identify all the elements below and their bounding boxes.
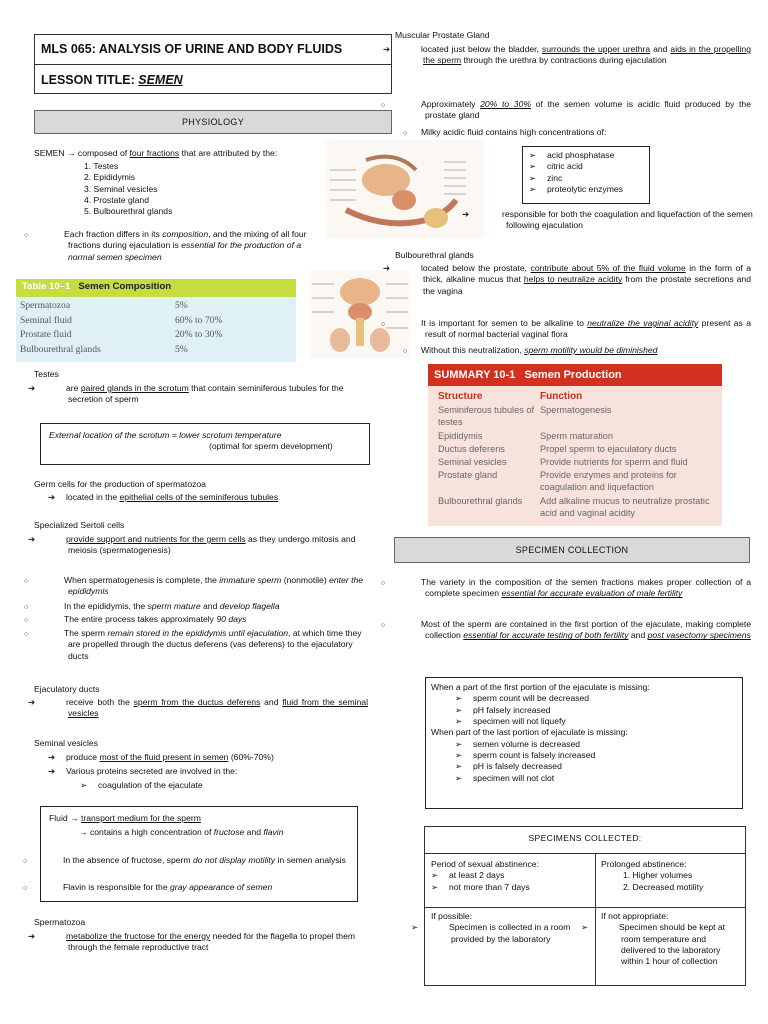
lesson-title: LESSON TITLE: SEMEN (34, 64, 392, 94)
mpg-desc: ➔ located just below the bladder, surrounds the upper urethra and aids in the propelling the sperm through the urethra by contractions during ejaculation (383, 44, 751, 66)
sv-desc: ➢ coagulation of the ejaculate (80, 780, 203, 790)
list-item: ➢ sperm count will be decreased (455, 693, 590, 704)
mpg-percent: ○ Approximately 20% to 30% of the semen volume is acidic fluid produced by the prostate gland (381, 99, 751, 121)
fractions-list (84, 161, 304, 218)
list-item: Prostate gland (438, 470, 498, 480)
collection-bullet: ○ The variety in the composition of the semen fractions makes proper collection of a complete specimen essential for accurate evaluation of male fertility (381, 577, 751, 599)
sperm-bullet: ○ The entire process takes approximately 90 days (24, 614, 247, 624)
anatomy-frontal-image (310, 270, 410, 358)
mpg-milky: ○ Milky acidic fluid contains high concentrations of: (403, 127, 607, 137)
specimens-heading: SPECIMENS COLLECTED: (528, 833, 642, 843)
fraction-item: 2. Epididymis (84, 172, 136, 183)
specimens-collected-table (411, 826, 746, 986)
physiology-banner: PHYSIOLOGY (34, 110, 392, 134)
fluid-box: Fluid → transport medium for the sperm → contains a high concentration of fructose and flavin ○ In the absence of fructose, sperm do not display motility in semen analysis ○ Flavin is responsible for the gray appearance of semen (40, 806, 358, 902)
summary-table (428, 364, 722, 526)
sperm-bullet: ○ The sperm remain stored in the epididymis until ejaculation, at which time they are propelled through the ductus deferens (vas deferens) to the ejaculatory ducts (24, 628, 362, 661)
possible-cell: If possible: ➢ Specimen is collected in a room provided by the laboratory (411, 911, 571, 944)
spz-heading: Spermatozoa (34, 917, 86, 927)
summary-structures (438, 405, 534, 522)
bu-heading: Bulbourethral glands (395, 250, 474, 260)
notapp-cell: If not appropriate: ➢ Specimen should be kept at room temperature and delivered to the laboratory within 1 hour of collection (581, 911, 726, 967)
anatomy-sagittal-image (326, 140, 484, 238)
list-item: 1. Higher volumes (623, 870, 693, 881)
list-item: ➢ pH falsely increased (455, 704, 551, 715)
prolonged-cell: Prolonged abstinence: 1. Higher volumes 2. Decreased motility (601, 859, 741, 893)
testes-heading: Testes (34, 369, 59, 379)
period-cell: Period of sexual abstinence: ➢ at least 2 days ➢ not more than 7 days (431, 859, 591, 893)
semen-intro: SEMEN → composed of four fractions that are attributed by the: (34, 148, 278, 158)
summary-col-structure: Structure (438, 391, 483, 402)
list-item: ➢ specimen will not clot (455, 772, 555, 783)
list-item: Seminal vesicles (438, 457, 507, 467)
spz-desc: ➔ metabolize the fructose for the energy needed for the flagella to propel them through the female reproductive tract (28, 931, 356, 953)
list-item: ➢ pH is falsely decreased (455, 761, 562, 772)
collection-bullet: ○ Most of the sperm are contained in the first portion of the ejaculate, making complete collection essential for accurate testing of both fertility and post vasectomy specimens (381, 619, 751, 641)
list-item: Add alkaline mucus to neutralize prostatic acid and vaginal acidity (540, 496, 710, 518)
list-item: Propel sperm to ejaculatory ducts (540, 444, 677, 454)
list-item: ➢ zinc (529, 172, 563, 183)
sertoli-heading: Specialized Sertoli cells (34, 520, 125, 530)
testes-desc: ➔ are paired glands in the scrotum that contain seminiferous tubules for the secretion of sperm (28, 383, 344, 405)
list-item: Seminiferous tubules of testes (438, 405, 535, 427)
list-item: Spermatogenesis (540, 405, 612, 415)
fraction-note: ○ Each fraction differs in its composition, and the mixing of all four fractions during ejaculation is essential for the production of a normal semen specimen (24, 229, 307, 262)
list-item: 2. Decreased motility (623, 881, 704, 892)
missing-portion-box: When a part of the first portion of the ejaculate is missing: ➢ sperm count will be decreased ➢ pH falsely increased ➢ specimen will not liquefy When part of the last portion of ejaculate is missing: ➢ semen volume is decreased ➢ sperm count is falsely increased ➢ pH is falsely decreased ➢ specimen will not clot (425, 677, 743, 809)
list-item: ➢ specimen will not liquefy (455, 716, 566, 727)
list-item: Provide nutrients for sperm and fluid (540, 457, 688, 467)
table-caption: Table 10–1 Semen Composition (16, 279, 296, 297)
list-item: Sperm maturation (540, 431, 614, 441)
list-item: ➢ not more than 7 days (431, 881, 530, 892)
sv-desc: ➔ produce most of the fluid present in semen (60%-70%) (48, 752, 274, 762)
germ-desc: ➔ located in the epithelial cells of the seminiferous tubules (48, 492, 279, 502)
summary-functions (540, 405, 718, 522)
fraction-item: 3. Seminal vesicles (84, 183, 158, 194)
table-row: Seminal fluid 60% to 70% (20, 314, 223, 326)
bu-alkaline: ○ It is important for semen to be alkaline to neutralize the vaginal acidity present as a result of normal bacterial vaginal flora (381, 318, 752, 340)
list-item: Provide enzymes and proteins for coagulation and liquefaction (540, 470, 677, 492)
list-item: Epididymis (438, 431, 483, 441)
lesson-name: SEMEN (138, 73, 183, 87)
fraction-item: 4. Prostate gland (84, 195, 149, 206)
sperm-bullet: ○ When spermatogenesis is complete, the immature sperm (nonmotile) enter the epididymis (24, 575, 364, 597)
scrotum-box: External location of the scrotum = lower scrotum temperature (optimal for sperm development) (40, 423, 370, 465)
list-item: ➢ acid phosphatase (529, 150, 615, 160)
prostate-contents-box (522, 146, 650, 204)
summary-header: SUMMARY 10-1 Semen Production (428, 364, 722, 386)
fraction-item: 5. Bulbourethral glands (84, 206, 173, 217)
list-item: Bulbourethral glands (438, 496, 523, 506)
sv-desc: ➔ Various proteins secreted are involved in the: (48, 766, 238, 776)
bu-desc: ➔ located below the prostate, contribute about 5% of the fluid volume in the form of a thick, alkaline mucus that helps to neutralize acidity from the prostate secretions and the vagina (383, 263, 751, 296)
mpg-heading: Muscular Prostate Gland (395, 30, 490, 40)
table-row: Prostate fluid 20% to 30% (20, 329, 223, 341)
table-row: Spermatozoa 5% (20, 300, 188, 311)
list-item: Ductus deferens (438, 444, 505, 454)
table-row: Bulbourethral glands 5% (20, 343, 188, 355)
list-item: ➢ semen volume is decreased (455, 738, 580, 749)
ejac-heading: Ejaculatory ducts (34, 684, 100, 694)
mpg-responsible: ➔ responsible for both the coagulation and liquefaction of the semen following ejaculation (462, 209, 753, 231)
ejac-desc: ➔ receive both the sperm from the ductus deferens and fluid from the seminal vesicles (28, 697, 368, 719)
sv-heading: Seminal vesicles (34, 738, 98, 748)
list-item: ➢ at least 2 days (431, 870, 505, 881)
collection-banner: SPECIMEN COLLECTION (394, 537, 750, 563)
list-item: ➢ citric acid (529, 161, 583, 172)
semen-composition-table (16, 279, 296, 362)
bu-neutralization: ○ Without this neutralization, sperm motility would be diminished (403, 345, 658, 355)
course-title: MLS 065: ANALYSIS OF URINE AND BODY FLUIDS (34, 34, 392, 64)
sperm-bullet: ○ In the epididymis, the sperm mature and develop flagella (24, 601, 280, 611)
sertoli-desc: ➔ provide support and nutrients for the germ cells as they undergo mitosis and meiosis (spermatogenesis) (28, 534, 356, 556)
list-item: ➢ proteolytic enzymes (529, 184, 623, 195)
summary-col-function: Function (540, 391, 583, 402)
list-item: ➢ sperm count is falsely increased (455, 750, 596, 761)
germ-heading: Germ cells for the production of spermatozoa (34, 479, 206, 489)
fraction-item: 1. Testes (84, 161, 119, 171)
